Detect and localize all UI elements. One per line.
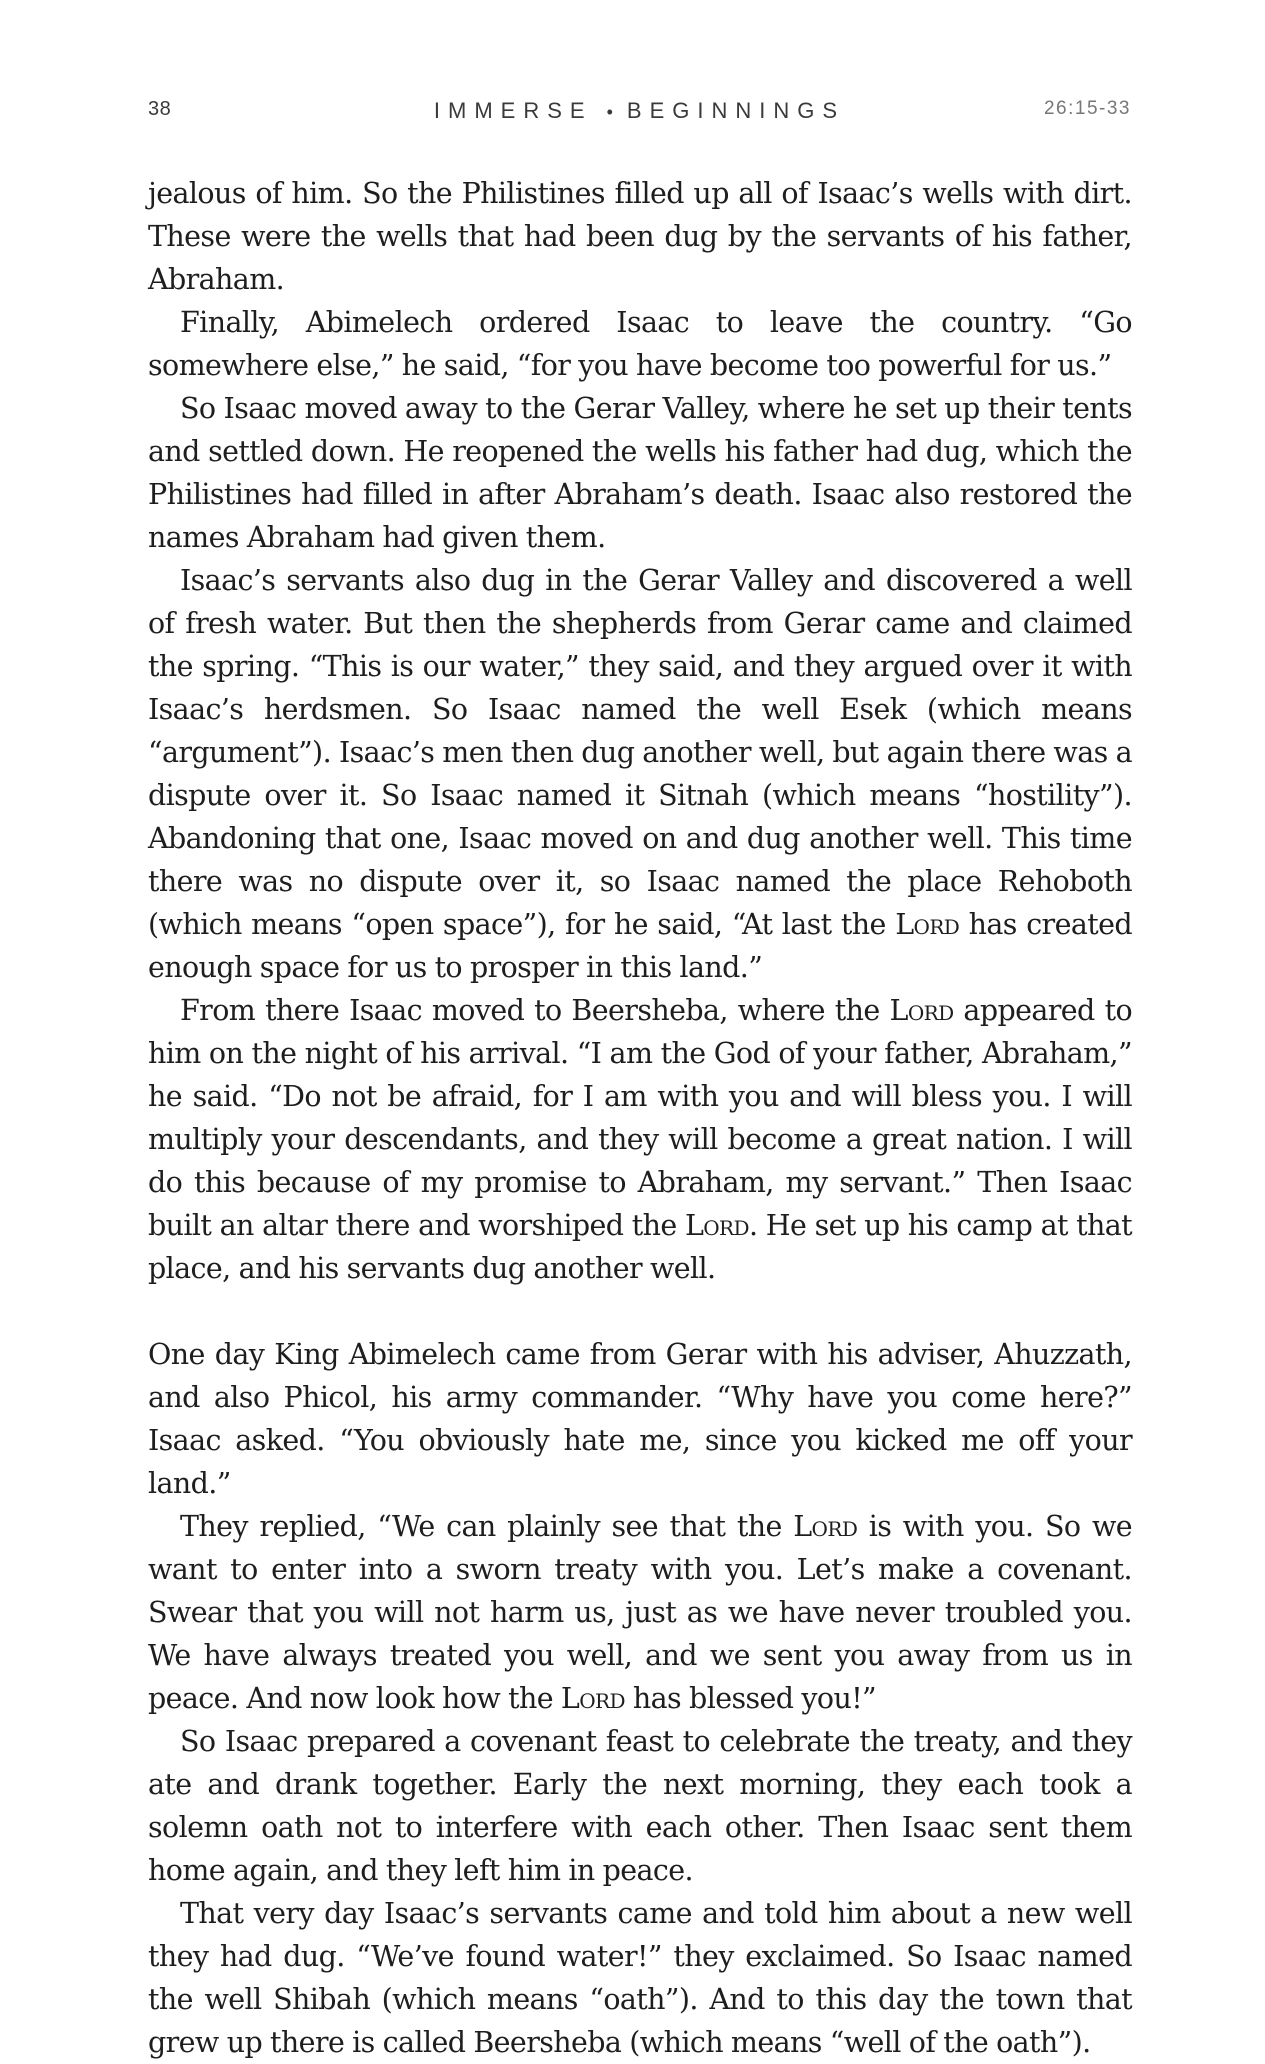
divine-name: Lord	[684, 1209, 749, 1242]
paragraph-text: . He set up his camp at that place, and his servants dug another well.	[148, 1209, 1132, 1285]
paragraph-text: From there Isaac moved to Beersheba, where the	[180, 994, 890, 1027]
running-title-right: BEGINNINGS	[626, 98, 846, 123]
paragraph-text: They replied, “We can plainly see that the	[180, 1510, 794, 1543]
divine-name: Lord	[895, 908, 960, 941]
paragraph-text: So Isaac moved away to the Gerar Valley, where he set up their tents and settled down. He reopened the wells his father had dug, which the Philistines had filled in after Abraham’s death. Isaac also restored the names Abraham had given them.	[148, 392, 1132, 554]
paragraph	[148, 387, 1132, 559]
paragraph-text: Isaac’s servants also dug in the Gerar Valley and discovered a well of fresh water. But then the shepherds from Gerar came and claimed the spring. “This is our water,” they said, and they argued over it with Isaac’s herdsmen. So Isaac named the well Esek (which means “argument”). Isaac’s men then dug another well, but again there was a dispute over it. So Isaac named it Sitnah (which means “hostility”). Abandoning that one, Isaac moved on and dug another well. This time there was no dispute over it, so Isaac named the place Rehoboth (which means “open space”), for he said, “At last the	[148, 564, 1132, 941]
section-break	[148, 1290, 1132, 1333]
page-number: 38	[148, 98, 172, 120]
paragraph	[148, 1892, 1132, 2064]
paragraph	[148, 301, 1132, 387]
paragraph-text: has blessed you!”	[624, 1682, 877, 1715]
paragraph	[148, 559, 1132, 989]
paragraph	[148, 172, 1132, 301]
title-separator: •	[606, 102, 613, 122]
paragraph	[148, 989, 1132, 1290]
divine-name: Lord	[793, 1510, 858, 1543]
paragraph-text: has created enough space for us to prosper in this land.”	[148, 908, 1132, 984]
paragraph-text: Finally, Abimelech ordered Isaac to leave the country. “Go somewhere else,” he said, “for you have become too powerful for us.”	[148, 306, 1132, 382]
paragraph-text: So Isaac prepared a covenant feast to celebrate the treaty, and they ate and drank together. Early the next morning, they each took a solemn oath not to interfere with each other. Then Isaac sent them home again, and they left him in peace.	[148, 1725, 1132, 1887]
running-header	[148, 98, 1131, 128]
running-title	[148, 98, 1131, 124]
running-title-left: IMMERSE	[433, 98, 593, 123]
paragraph	[148, 1333, 1132, 1505]
paragraph-text: One day King Abimelech came from Gerar with his adviser, Ahuzzath, and also Phicol, his army commander. “Why have you come here?” Isaac asked. “You obviously hate me, since you kicked me off your land.”	[148, 1338, 1132, 1500]
divine-name: Lord	[560, 1682, 625, 1715]
paragraph-text: appeared to him on the night of his arrival. “I am the God of your father, Abraham,” he said. “Do not be afraid, for I am with you and will bless you. I will multiply your descendants, and they will become a great nation. I will do this because of my promise to Abraham, my servant.” Then Isaac built an altar there and worshiped the	[148, 994, 1133, 1242]
divine-name: Lord	[889, 994, 954, 1027]
paragraph	[148, 1505, 1132, 1720]
body-text	[148, 172, 1132, 2064]
paragraph-text: is with you. So we want to enter into a sworn treaty with you. Let’s make a covenant. Swear that you will not harm us, just as we have never troubled you. We have always treated you well, and we sent you away from us in peace. And now look how the	[148, 1510, 1133, 1715]
paragraph-text: That very day Isaac’s servants came and told him about a new well they had dug. “We’ve found water!” they exclaimed. So Isaac named the well Shibah (which means “oath”). And to this day the town that grew up there is called Beersheba (which means “well of the oath”).	[148, 1897, 1132, 2059]
paragraph	[148, 1720, 1132, 1892]
scripture-reference: 26:15-33	[1043, 98, 1131, 119]
paragraph-text: jealous of him. So the Philistines filled up all of Isaac’s wells with dirt. These were the wells that had been dug by the servants of his father, Abraham.	[148, 177, 1132, 296]
